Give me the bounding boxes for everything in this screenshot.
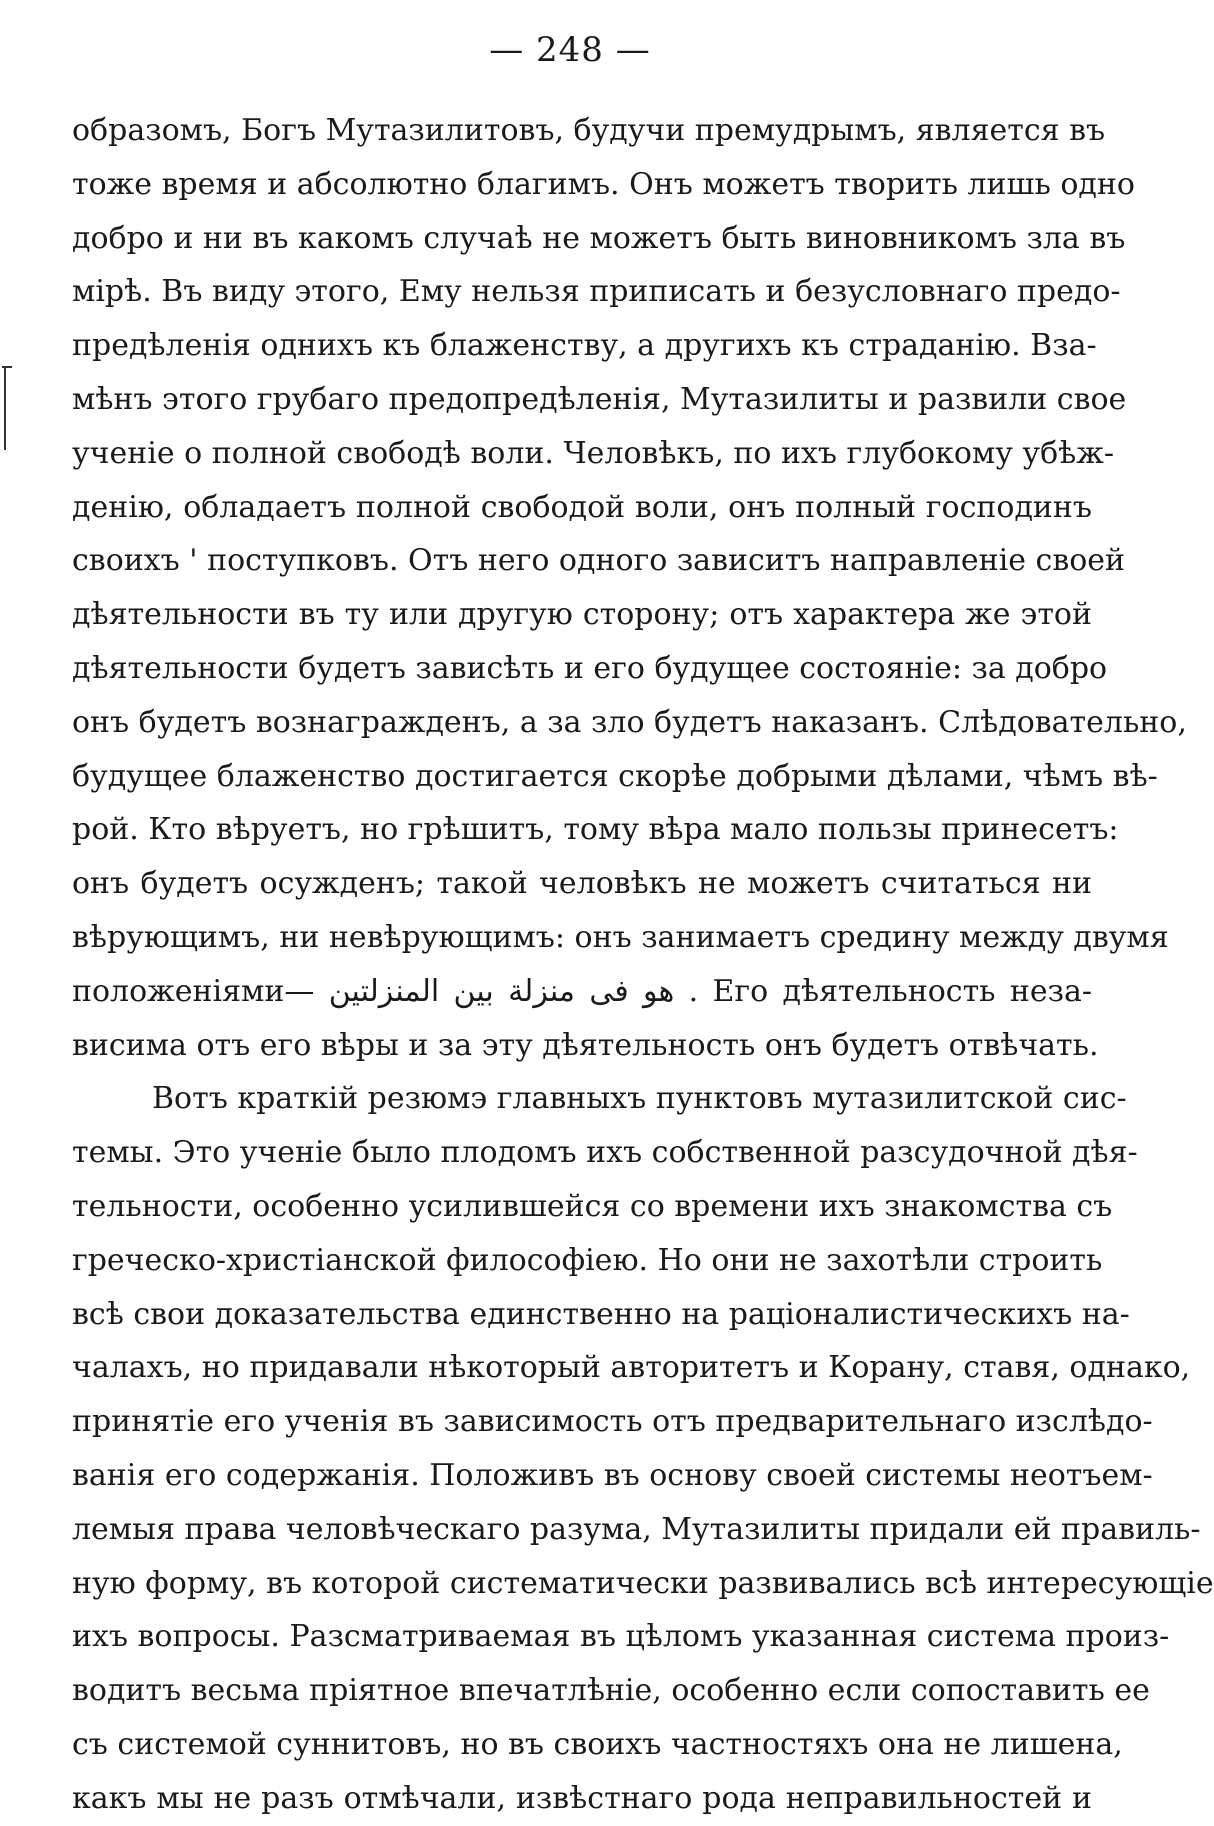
text-line: водитъ весьма пріятное впечатлѣніе, особенно если сопоставить ее [72, 1673, 1150, 1709]
arabic-quote: هو فى منزلة بين المنزلتين [328, 973, 675, 1009]
text-line: вѣрующимъ, ни невѣрующимъ: онъ занимаетъ средину между двумя [72, 919, 1169, 955]
text-line: онъ будетъ вознагражденъ, а за зло будетъ наказанъ. Слѣдовательно, [72, 704, 1187, 740]
text-line: ную форму, въ которой систематически развивались всѣ интересующіе [72, 1565, 1214, 1601]
text-line: дѣятельности въ ту или другую сторону; отъ характера же этой [72, 597, 1092, 633]
text-line: будущее блаженство достигается скорѣе добрыми дѣлами, чѣмъ вѣ- [72, 758, 1158, 794]
text-line: тоже время и абсолютно благимъ. Онъ можетъ творить лишь одно [72, 166, 1135, 202]
text-line: какъ мы не разъ отмѣчали, извѣстнаго рода неправильностей и [72, 1780, 1092, 1816]
text-line: съ системой суннитовъ, но въ своихъ частностяхъ она не лишена, [72, 1726, 1123, 1762]
text-line: всѣ свои доказательства единственно на раціоналистическихъ на- [72, 1296, 1130, 1332]
text-line: образомъ, Богъ Мутазилитовъ, будучи премудрымъ, является въ [72, 113, 1106, 148]
text-line: добро и ни въ какомъ случаѣ не можетъ быть виновникомъ зла въ [72, 220, 1126, 256]
text-line: ихъ вопросы. Разсматриваемая въ цѣломъ указанная система произ- [72, 1619, 1170, 1655]
paragraph-end-line: висима отъ его вѣры и за эту дѣятельность онъ будетъ отвѣчать. [72, 1027, 1099, 1063]
arabic-line-before: положеніями— [72, 973, 315, 1009]
text-line: греческо-христіанской философіею. Но они не захотѣли строить [72, 1242, 1103, 1278]
text-line: ванія его содержанія. Положивъ въ основу своей системы неотъем- [72, 1457, 1153, 1493]
arabic-line-after: . Его дѣятельность неза- [688, 973, 1092, 1009]
text-line: своихъ ' поступковъ. Отъ него одного зависитъ направленіе своей [72, 543, 1126, 579]
text-line: дѣятельности будетъ зависѣть и его будущее состояніе: за добро [72, 650, 1108, 686]
text-line: рой. Кто вѣруетъ, но грѣшитъ, тому вѣра мало пользы принесетъ: [72, 812, 1119, 848]
text-line: онъ будетъ осужденъ; такой человѣкъ не можетъ считаться ни [72, 866, 1092, 902]
paragraph-first-line: Вотъ краткій резюмэ главныхъ пунктовъ мутазилитской сис- [152, 1081, 1127, 1117]
text-line: предѣленія однихъ къ блаженству, а другихъ къ страданію. Вза- [72, 328, 1097, 364]
text-line: ученіе о полной свободѣ воли. Человѣкъ, по ихъ глубокому убѣж- [72, 435, 1114, 471]
margin-bracket [4, 368, 6, 450]
text-line: лемыя права человѣческаго разума, Мутазилиты придали ей правиль- [72, 1511, 1201, 1547]
text-line-with-arabic [72, 965, 1092, 1019]
body-text [72, 104, 1214, 1826]
text-line: тельности, особенно усилившейся со времени ихъ знакомства съ [72, 1188, 1113, 1224]
text-line: темы. Это ученіе было плодомъ ихъ собственной разсудочной дѣя- [72, 1135, 1138, 1171]
text-line: мірѣ. Въ виду этого, Ему нельзя приписать и безусловнаго предо- [72, 274, 1121, 310]
text-line: принятіе его ученія въ зависимость отъ предварительнаго изслѣдо- [72, 1404, 1153, 1440]
page-number: — 248 — [489, 30, 651, 70]
text-line: мѣнъ этого грубаго предопредѣленія, Мутазилиты и развили свое [72, 381, 1127, 417]
text-line: чалахъ, но придавали нѣкоторый авторитетъ и Корану, ставя, однако, [72, 1350, 1191, 1386]
text-line: денію, обладаетъ полной свободой воли, онъ полный господинъ [72, 489, 1092, 525]
